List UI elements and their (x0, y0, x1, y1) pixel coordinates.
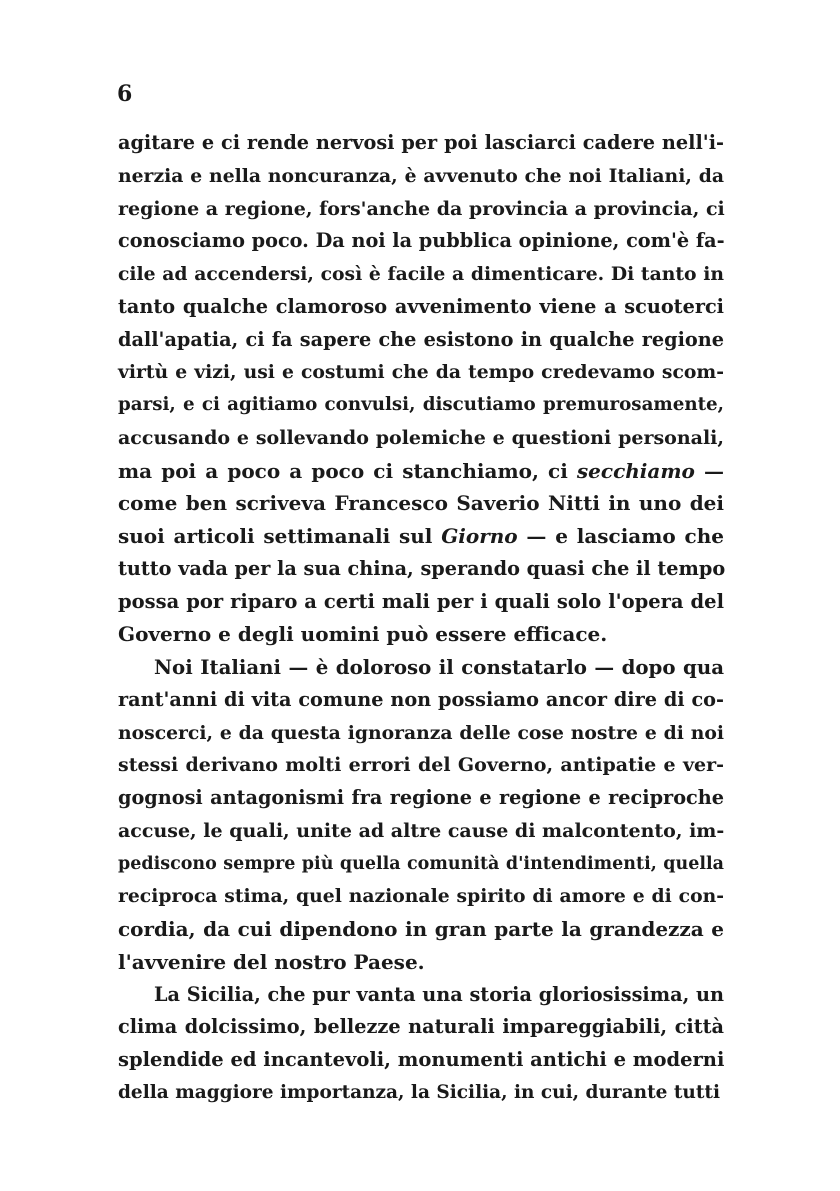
paragraph (118, 979, 724, 1110)
text-line (118, 880, 724, 913)
text-segment: cile ad accendersi, così è facile a dimenticare. Di tanto in (118, 263, 724, 285)
text-segment: dall'apatia, ci fa sapere che esistono in qualche regione (118, 327, 724, 351)
paragraph (118, 651, 724, 979)
text-segment: accusando e sollevando polemiche e questioni personali, (118, 426, 724, 449)
text-line (118, 782, 724, 815)
text-line (118, 487, 724, 520)
text-line (118, 1044, 724, 1077)
text-segment: virtù e vizi, usi e costumi che da tempo credevamo scom- (118, 361, 724, 384)
text-segment: parsi, e ci agitiamo convulsi, discutiamo premurosamente, (118, 394, 724, 415)
text-line (118, 389, 724, 422)
text-segment: gognosi antagonismi fra regione e regione e reciproche (118, 786, 724, 809)
text-line (118, 1077, 724, 1110)
text-line (118, 422, 724, 455)
text-line (118, 1011, 724, 1044)
text-segment: clima dolcissimo, bellezze naturali impareggiabili, città (118, 1015, 724, 1039)
text-segment: tanto qualche clamoroso avvenimento viene a scuoterci (118, 294, 724, 318)
text-segment: — (694, 458, 724, 483)
text-segment: della maggiore importanza, la Sicilia, in cui, durante tutti (118, 1081, 720, 1103)
text-line (118, 356, 724, 389)
text-segment: pediscono sempre più quella comunità d'intendimenti, quella (118, 853, 724, 874)
text-line (118, 225, 724, 258)
text-segment: nerzia e nella noncuranza, è avvenuto che noi Italiani, da (118, 164, 724, 187)
text-segment: suoi articoli settimanali sul (118, 524, 442, 548)
text-segment: tutto vada per la sua china, sperando quasi che il tempo (118, 556, 726, 580)
text-line (118, 618, 724, 651)
text-segment: cordia, da cui dipendono in gran parte la grandezza e (118, 917, 724, 941)
text-segment: rant'anni di vita comune non possiamo ancor dire di co- (118, 687, 724, 711)
text-segment: regione a regione, fors'anche da provincia a provincia, ci (118, 197, 725, 220)
italic-text: secchiamo (576, 458, 695, 483)
text-segment: — e lasciamo che (517, 524, 724, 548)
text-line (118, 815, 724, 848)
text-line (118, 848, 724, 881)
text-segment: ma poi a poco a poco ci stanchiamo, ci (118, 458, 577, 483)
text-line (118, 160, 724, 193)
text-segment: Governo e degli uomini può essere efficace. (118, 622, 608, 647)
text-segment: possa por riparo a certi mali per i quali solo l'opera del (118, 589, 724, 613)
text-line (118, 979, 724, 1012)
text-segment: reciproca stima, quel nazionale spirito di amore e di con- (118, 885, 724, 908)
text-line (118, 946, 724, 979)
text-line (118, 520, 724, 553)
text-line (118, 651, 724, 684)
text-segment: l'avvenire del nostro Paese. (118, 949, 425, 974)
text-segment: conosciamo poco. Da noi la pubblica opinione, com'è fa- (118, 229, 725, 253)
text-segment: stessi derivano molti errori del Governo, antipatie e ver- (118, 754, 724, 777)
page-number: 6 (117, 81, 133, 107)
text-line (118, 749, 724, 782)
body-text (118, 127, 724, 1110)
text-segment: splendide ed incantevoli, monumenti antichi e moderni (118, 1048, 725, 1071)
text-line (118, 717, 724, 750)
text-line (118, 127, 724, 160)
italic-text: Giorno (441, 524, 518, 548)
text-line (118, 324, 724, 357)
text-segment: come ben scriveva Francesco Saverio Nitti in uno dei (118, 491, 724, 516)
text-segment: La Sicilia, che pur vanta una storia gloriosissima, un (154, 982, 724, 1006)
text-line (118, 193, 724, 226)
text-line (118, 291, 724, 324)
text-line (118, 913, 724, 946)
text-segment: agitare e ci rende nervosi per poi lasciarci cadere nell'i- (118, 131, 724, 154)
text-segment: accuse, le quali, unite ad altre cause di malcontento, im- (118, 819, 725, 842)
paragraph (118, 127, 724, 651)
text-line (118, 586, 724, 619)
text-line (118, 553, 724, 586)
text-line (118, 258, 724, 291)
text-segment: Noi Italiani — è doloroso il constatarlo — dopo qua (154, 655, 724, 679)
text-segment: noscerci, e da questa ignoranza delle cose nostre e di noi (118, 721, 724, 744)
text-line (118, 684, 724, 717)
text-line (118, 455, 724, 488)
